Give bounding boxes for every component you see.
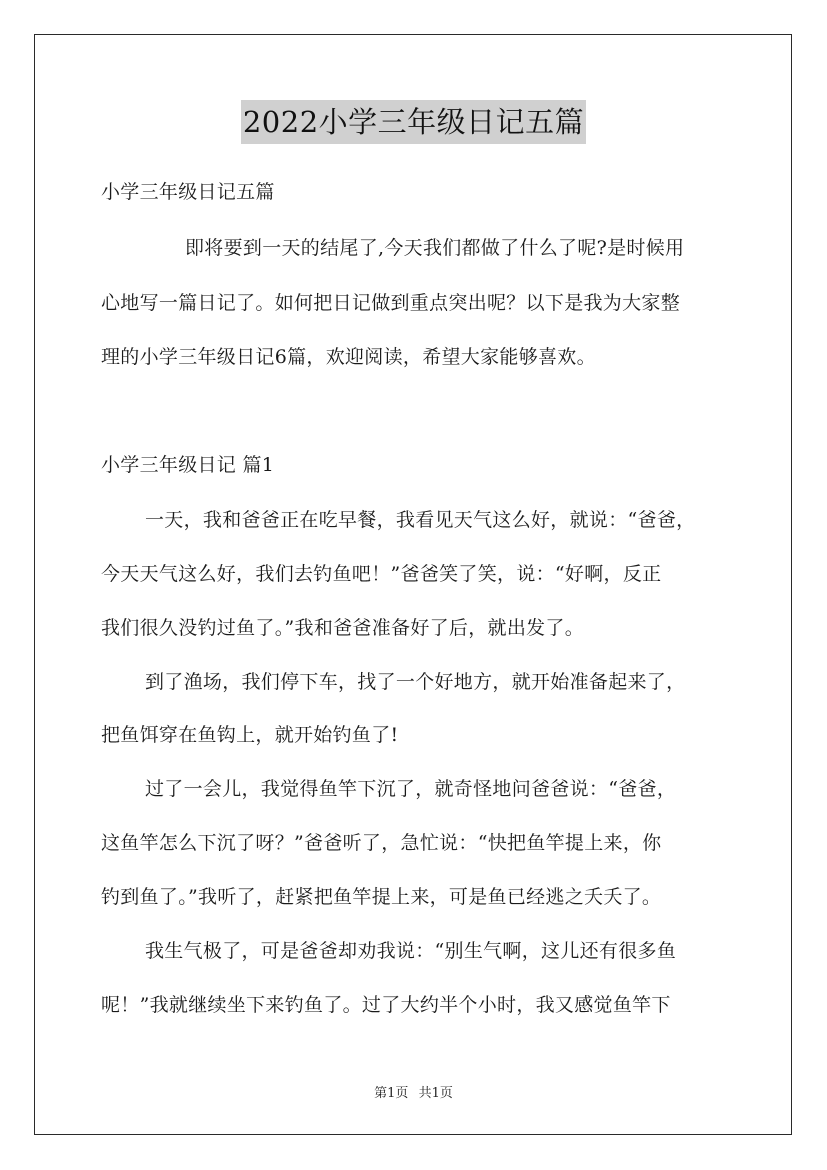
- paragraph-line: 我生气极了，可是爸爸却劝我说：“别生气啊，这儿还有很多鱼: [145, 940, 677, 962]
- paragraph-line: 这鱼竿怎么下沉了呀？”爸爸听了，急忙说：“快把鱼竿提上来，你: [101, 832, 662, 854]
- paragraph-line: 钓到鱼了。”我听了，赶紧把鱼竿提上来，可是鱼已经逃之夭夭了。: [101, 886, 662, 908]
- document-title: 2022小学三年级日记五篇: [241, 100, 586, 144]
- paragraph-line: 一天，我和爸爸正在吃早餐，我看见天气这么好，就说：“爸爸，: [145, 509, 696, 531]
- paragraph-line: 把鱼饵穿在鱼钩上，就开始钓鱼了!: [101, 724, 399, 746]
- title-container: [0, 100, 827, 144]
- page-number: 第1页: [374, 1086, 409, 1101]
- intro-line: 理的小学三年级日记6篇，欢迎阅读，希望大家能够喜欢。: [101, 346, 596, 368]
- section-heading: 小学三年级日记 篇1: [101, 454, 275, 476]
- intro-line: 即将要到一天的结尾了,今天我们都做了什么了呢?是时候用: [185, 237, 685, 259]
- intro-line: 心地写一篇日记了。如何把日记做到重点突出呢？以下是我为大家整: [101, 292, 681, 314]
- subtitle: 小学三年级日记五篇: [101, 181, 275, 203]
- page-total: 共1页: [418, 1086, 453, 1101]
- page-footer: [0, 1082, 827, 1101]
- paragraph-line: 到了渔场，我们停下车，找了一个好地方，就开始准备起来了，: [145, 671, 686, 693]
- paragraph-line: 呢！”我就继续坐下来钓鱼了。过了大约半个小时，我又感觉鱼竿下: [101, 994, 671, 1016]
- paragraph-line: 今天天气这么好，我们去钓鱼吧！”爸爸笑了笑，说：“好啊，反正: [101, 563, 662, 585]
- paragraph-line: 过了一会儿，我觉得鱼竿下沉了，就奇怪地问爸爸说：“爸爸，: [145, 778, 677, 800]
- paragraph-line: 我们很久没钓过鱼了。”我和爸爸准备好了后，就出发了。: [101, 617, 585, 639]
